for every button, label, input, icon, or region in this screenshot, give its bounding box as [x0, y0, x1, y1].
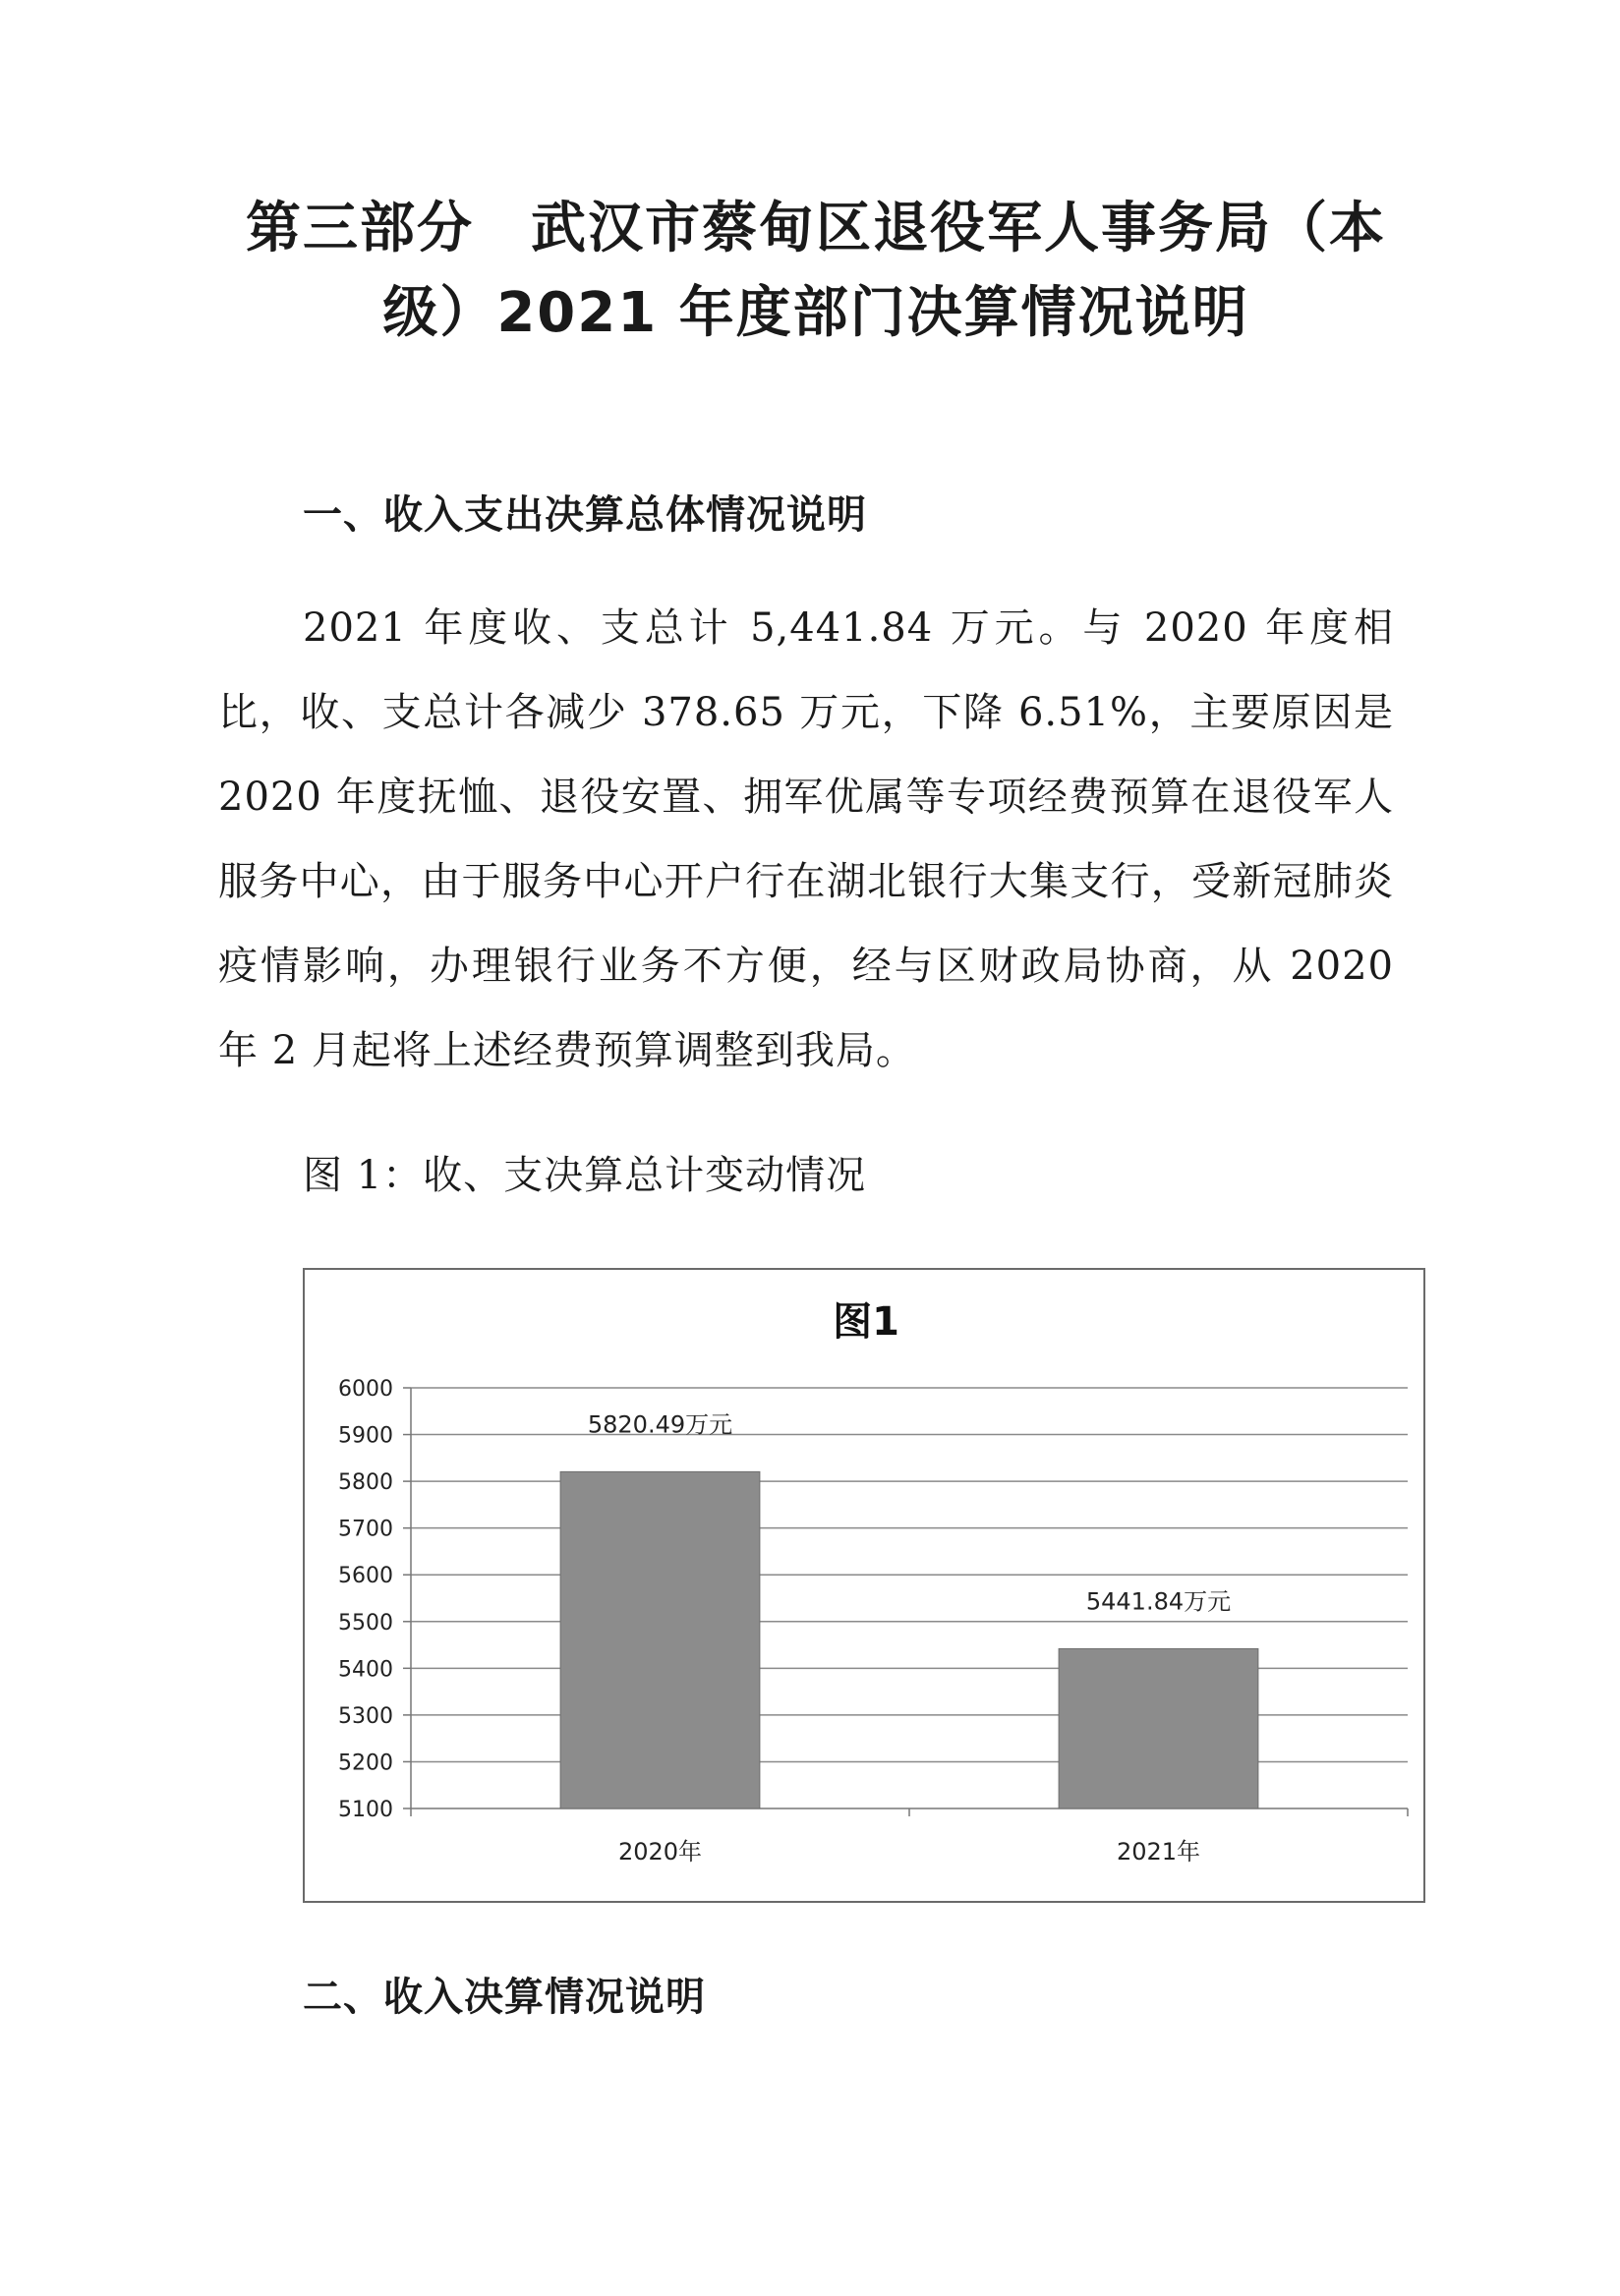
document-title-line-1: 第三部分 武汉市蔡甸区退役军人事务局（本	[246, 197, 1386, 260]
section-1-heading: 一、收入支出决算总体情况说明	[303, 492, 867, 538]
x-tick-label: 2020年	[617, 1838, 703, 1866]
section-2-heading: 二、收入决算情况说明	[303, 1975, 706, 2020]
document-title-line-2: 级）2021 年度部门决算情况说明	[382, 281, 1249, 345]
y-tick-label: 5800	[338, 1470, 393, 1496]
section-1-paragraph: 2021 年度收、支总计 5,441.84 万元。与 2020 年度相比，收、支总计各减少 378.65 万元，下降 6.51%，主要原因是 2020 年度抚恤、退役安置、拥军优属等专项经费预算在退役军人服务中心，由于服务中心开户行在湖北银行大集支行，受新冠肺炎疫情影响，办理银行业务不方便，经与区财政局协商，从 2020 年 2 月起将上述经费预算调整到我局。	[218, 605, 1394, 1073]
y-tick-label: 5400	[338, 1657, 393, 1683]
document-title	[197, 187, 1435, 356]
bar-chart-canvas	[305, 1270, 1427, 1905]
y-tick-label: 5200	[338, 1751, 393, 1776]
y-tick-label: 5100	[338, 1798, 393, 1822]
chart-bars	[560, 1471, 1258, 1808]
data-label: 5820.49万元	[587, 1410, 733, 1439]
y-tick-label: 5600	[338, 1564, 393, 1589]
figure-1-chart	[303, 1268, 1425, 1903]
y-tick-label: 6000	[338, 1377, 393, 1402]
chart-title: 图1	[833, 1299, 899, 1345]
y-tick-label: 5900	[338, 1423, 393, 1449]
y-tick-label: 5700	[338, 1517, 393, 1542]
data-label: 5441.84万元	[1085, 1587, 1232, 1616]
y-tick-label: 5500	[338, 1610, 393, 1636]
bar-2021年	[1059, 1648, 1258, 1808]
x-tick-label: 2021年	[1116, 1838, 1201, 1866]
bar-2020年	[560, 1471, 760, 1808]
figure-1-caption: 图 1：收、支决算总计变动情况	[303, 1153, 867, 1198]
y-tick-label: 5300	[338, 1703, 393, 1729]
